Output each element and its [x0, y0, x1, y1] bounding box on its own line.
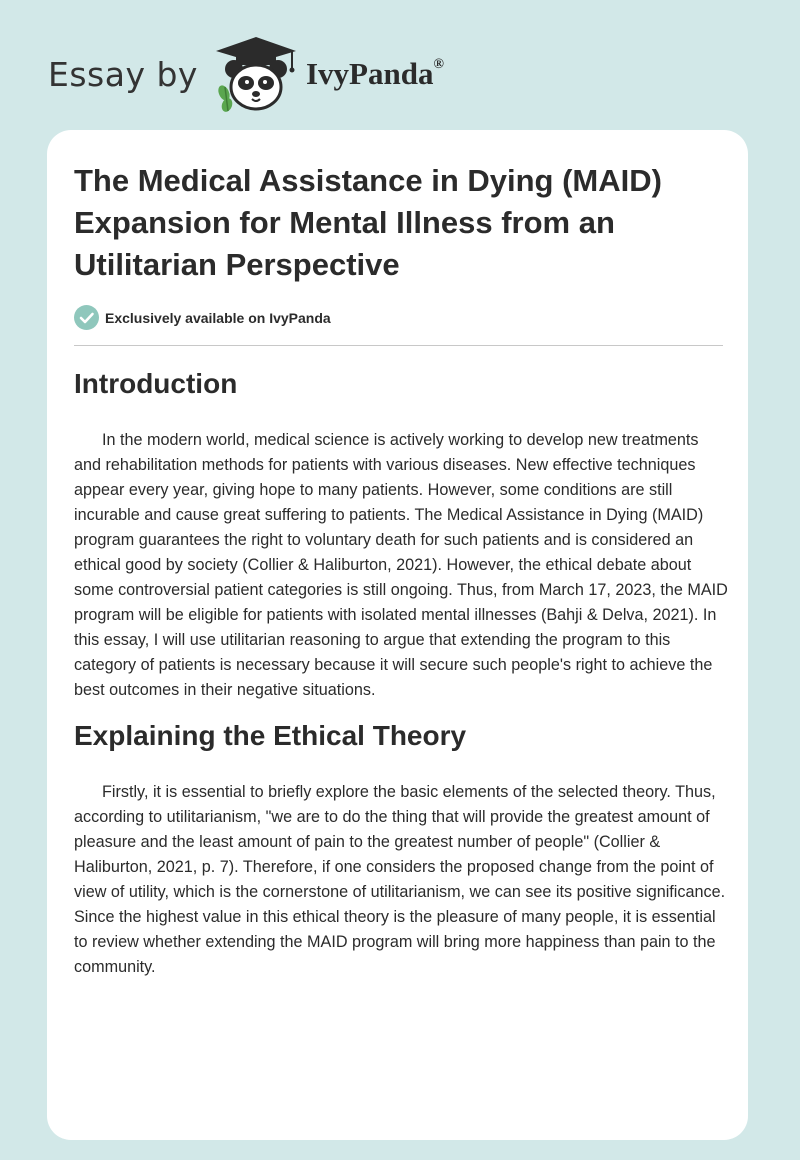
essay-card — [47, 130, 748, 1140]
section-paragraph: In the modern world, medical science is actively working to develop new treatments and rehabilitation methods for patients with various diseases. New effective techniques appear every year, giving hope to many patients. However, some conditions are still incurable and cause great suffering to patients. The Medical Assistance in Dying (MAID) program guarantees the right to voluntary death for such patients and is considered an ethical good by society (Collier & Haliburton, 2021). However, the ethical debate about some controversial patient categories is still ongoing. Thus, from March 17, 2023, the MAID program will be eligible for patients with isolated mental illnesses (Bahji & Delva, 2021). In this essay, I will use utilitarian reasoning to argue that extending the program to this category of patients is necessary because it will secure such people's right to achieve the best outcomes in their negative situations. — [74, 431, 728, 699]
exclusive-label: Exclusively available on IvyPanda — [105, 309, 331, 326]
section-heading: Introduction — [74, 368, 238, 399]
registered-mark: ® — [433, 57, 444, 72]
essay-by-label: Essay by — [48, 54, 198, 94]
page-title: The Medical Assistance in Dying (MAID) Expansion for Mental Illness from an Utilitarian Perspective — [74, 163, 662, 282]
site-header — [48, 34, 444, 114]
section-heading: Explaining the Ethical Theory — [74, 720, 467, 751]
exclusive-badge — [74, 305, 331, 330]
check-badge-icon — [74, 305, 99, 330]
divider — [74, 345, 723, 346]
panda-logo-icon[interactable] — [212, 35, 302, 113]
brand-name[interactable]: IvyPanda® — [305, 56, 444, 91]
section-paragraph: Firstly, it is essential to briefly explore the basic elements of the selected theory. Thus, according to utilitarianism, "we are to do the thing that will provide the greatest amount of pleasure and the least amount of pain to the greatest number of people" (Collier & Haliburton, 2021, p. 7). Therefore, if one considers the proposed change from the point of view of utility, which is the cornerstone of utilitarianism, we can see its positive significance. Since the highest value in this ethical theory is the pleasure of many people, it is essential to review whether extending the MAID program will bring more happiness than pain to the community. — [74, 783, 726, 976]
